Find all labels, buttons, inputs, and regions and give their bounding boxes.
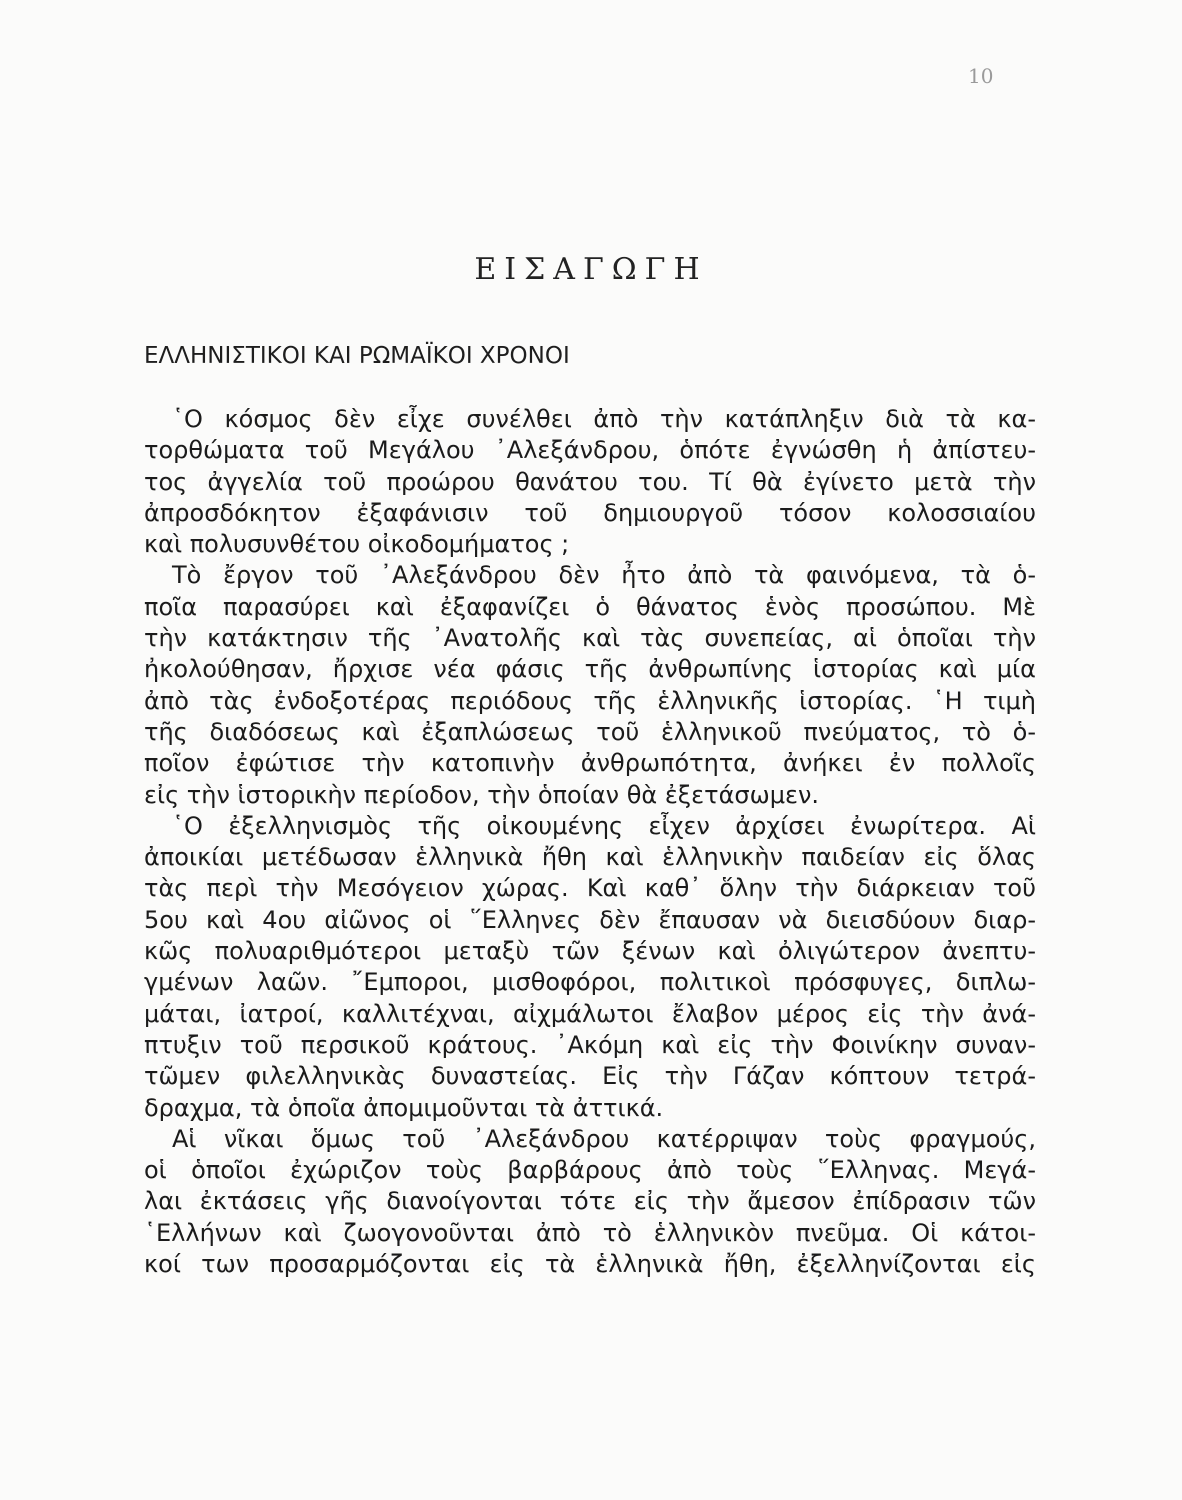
text-line: οἱ ὁποῖοι ἐχώριζον τοὺς βαρβάρους ἀπὸ τοὺς ῞Ελληνας. Μεγά- <box>144 1156 1036 1185</box>
paragraph <box>144 811 1036 1124</box>
text-line: τὰς περὶ τὴν Μεσόγειον χώρας. Καὶ καθ᾿ ὅλην τὴν διάρκειαν τοῦ <box>144 874 1036 903</box>
text-line: πτυξιν τοῦ περσικοῦ κράτους. ᾿Ακόμη καὶ εἰς τὴν Φοινίκην συναν- <box>144 1030 1036 1059</box>
text-line: τὴν κατάκτησιν τῆς ᾿Ανατολῆς καὶ τὰς συνεπείας, αἱ ὁποῖαι τὴν <box>144 624 1036 653</box>
text-line: τος ἀγγελία τοῦ προώρου θανάτου του. Τί θὰ ἐγίνετο μετὰ τὴν <box>144 467 1036 496</box>
text-line: τῶμεν φιλελληνικὰς δυναστείας. Εἰς τὴν Γάζαν κόπτουν τετρά- <box>144 1062 1036 1091</box>
text-line: ποῖον ἐφώτισε τὴν κατοπινὴν ἀνθρωπότητα, ἀνήκει ἐν πολλοῖς <box>144 749 1036 778</box>
text-line: εἰς τὴν ἱστορικὴν περίοδον, τὴν ὁποίαν θὰ ἐξετάσωμεν. <box>144 780 820 809</box>
text-line: Αἱ νῖκαι ὅμως τοῦ ᾿Αλεξάνδρου κατέρριψαν τοὺς φραγμούς, <box>172 1124 1036 1153</box>
text-line: ἀπὸ τὰς ἐνδοξοτέρας περιόδους τῆς ἑλληνικῆς ἱστορίας. ῾Η τιμὴ <box>144 686 1036 715</box>
chapter-title: ΕΙΣΑΓΩΓΗ <box>474 252 708 287</box>
text-line: γμένων λαῶν. ῎Εμποροι, μισθοφόροι, πολιτικοὶ πρόσφυγες, διπλω- <box>144 968 1036 997</box>
text-line: ἀπροσδόκητον ἐξαφάνισιν τοῦ δημιουργοῦ τόσον κολοσσιαίου <box>144 498 1036 527</box>
paragraph <box>144 560 1036 810</box>
body-text <box>144 404 1036 1280</box>
section-subtitle: ΕΛΛΗΝΙΣΤΙΚΟΙ ΚΑΙ ΡΩΜΑΪΚΟΙ ΧΡΟΝΟΙ <box>144 343 570 369</box>
text-line: ἠκολούθησαν, ἤρχισε νέα φάσις τῆς ἀνθρωπίνης ἱστορίας καὶ μία <box>144 655 1036 684</box>
text-line: καὶ πολυσυνθέτου οἰκοδομήματος ; <box>144 530 570 559</box>
text-line: κοί των προσαρμόζονται εἰς τὰ ἑλληνικὰ ἤθη, ἐξελληνίζονται εἰς <box>144 1250 1036 1279</box>
text-line: τῆς διαδόσεως καὶ ἐξαπλώσεως τοῦ ἑλληνικοῦ πνεύματος, τὸ ὁ- <box>144 717 1036 746</box>
paragraph <box>144 1124 1036 1280</box>
page-number: 10 <box>968 64 994 88</box>
text-line: κῶς πολυαριθμότεροι μεταξὺ τῶν ξένων καὶ ὀλιγώτερον ἀνεπτυ- <box>144 937 1036 966</box>
text-line: ῾Ελλήνων καὶ ζωογονοῦνται ἀπὸ τὸ ἑλληνικὸν πνεῦμα. Οἱ κάτοι- <box>144 1218 1036 1247</box>
text-line: μάται, ἰατροί, καλλιτέχναι, αἰχμάλωτοι ἔλαβον μέρος εἰς τὴν ἀνά- <box>144 999 1036 1028</box>
text-line: ποῖα παρασύρει καὶ ἐξαφανίζει ὁ θάνατος ἑνὸς προσώπου. Μὲ <box>144 592 1036 621</box>
text-line: δραχμα, τὰ ὁποῖα ἀπομιμοῦνται τὰ ἀττικά. <box>144 1093 664 1122</box>
text-line: Τὸ ἔργον τοῦ ᾿Αλεξάνδρου δὲν ἦτο ἀπὸ τὰ φαινόμενα, τὰ ὁ- <box>172 561 1036 590</box>
text-line: τορθώματα τοῦ Μεγάλου ᾿Αλεξάνδρου, ὁπότε ἐγνώσθη ἡ ἀπίστευ- <box>144 436 1036 465</box>
text-line: ῾Ο κόσμος δὲν εἶχε συνέλθει ἀπὸ τὴν κατάπληξιν διὰ τὰ κα- <box>172 405 1036 433</box>
text-line: λαι ἐκτάσεις γῆς διανοίγονται τότε εἰς τὴν ἄμεσον ἐπίδρασιν τῶν <box>144 1187 1036 1216</box>
text-line: ἀποικίαι μετέδωσαν ἑλληνικὰ ἤθη καὶ ἑλληνικὴν παιδείαν εἰς ὅλας <box>144 843 1036 872</box>
paragraph <box>144 404 1036 560</box>
text-line: ῾Ο ἐξελληνισμὸς τῆς οἰκουμένης εἶχεν ἀρχίσει ἐνωρίτερα. Αἱ <box>172 811 1036 840</box>
text-line: 5ου καὶ 4ου αἰῶνος οἱ ῞Ελληνες δὲν ἔπαυσαν νὰ διεισδύουν διαρ- <box>144 905 1036 934</box>
